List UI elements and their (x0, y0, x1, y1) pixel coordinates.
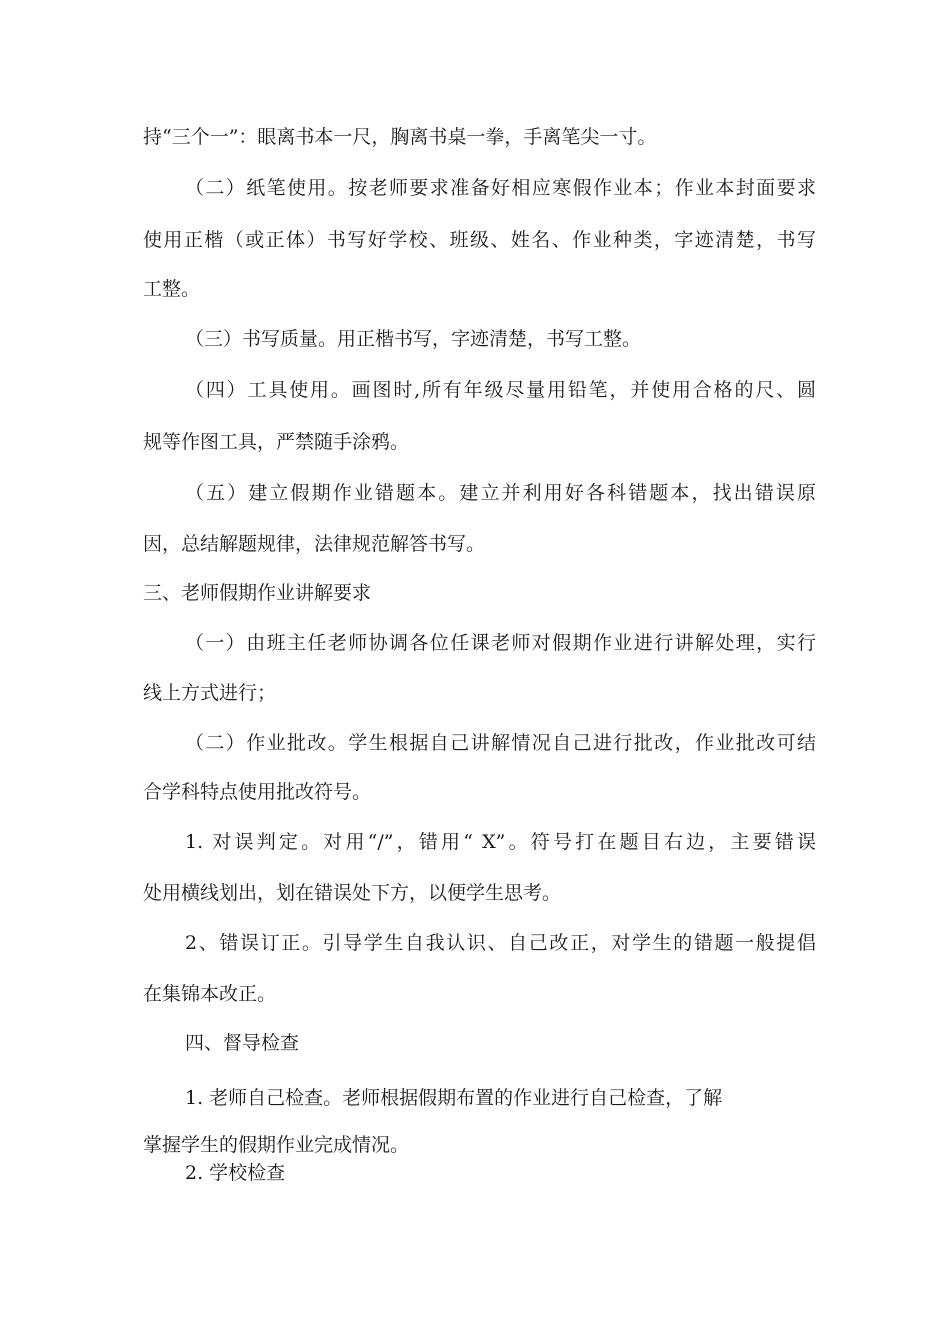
paragraph-line (0, 880, 950, 906)
line-text: （二）纸笔使用。按老师要求准备好相应寒假作业本；作业本封面要求 (185, 177, 816, 199)
paragraph-line (0, 930, 950, 956)
paragraph-line (0, 227, 950, 253)
line-text: 2. 学校检查 (185, 1162, 286, 1184)
line-text: 1. 对误判定。对用“/”，错用“ X”。符号打在题目右边，主要错误 (185, 831, 816, 853)
line-text: （五）建立假期作业错题本。建立并利用好各科错题本，找出错误原 (185, 482, 816, 504)
line-text: 2、错误订正。引导学生自我认识、自己改正，对学生的错题一般提倡 (185, 932, 816, 954)
line-text: （四）工具使用。画图时,所有年级尽量用铅笔，并使用合格的尺、圆 (185, 379, 816, 401)
paragraph-line (0, 730, 950, 756)
paragraph-line (0, 429, 950, 455)
line-text: 三、老师假期作业讲解要求 (143, 582, 372, 604)
line-text: 在集锦本改正。 (143, 983, 277, 1005)
paragraph-line (0, 680, 950, 706)
paragraph-line (0, 1160, 950, 1186)
paragraph-line (0, 175, 950, 201)
paragraph-line (0, 1085, 950, 1111)
line-text: （一）由班主任老师协调各位任课老师对假期作业进行讲解处理，实行 (185, 632, 816, 654)
paragraph-line (0, 124, 950, 150)
line-text: 处用横线划出，划在错误处下方，以便学生思考。 (143, 882, 562, 904)
paragraph-line (0, 981, 950, 1007)
line-text: 持“三个一”：眼离书本一尺，胸离书桌一拳，手离笔尖一寸。 (143, 126, 657, 148)
line-text: 工整。 (143, 278, 201, 300)
section-heading (0, 580, 950, 606)
line-text: 使用正楷（或正体）书写好学校、班级、姓名、作业种类，字迹清楚，书写 (143, 229, 816, 251)
paragraph-line (0, 480, 950, 506)
paragraph-line (0, 1132, 950, 1158)
line-text: 规等作图工具，严禁随手涂鸦。 (143, 431, 410, 453)
paragraph-line (0, 630, 950, 656)
line-text: 因，总结解题规律，法律规范解答书写。 (143, 533, 486, 555)
paragraph-line (0, 377, 950, 403)
paragraph-line (0, 779, 950, 805)
line-text: 合学科特点使用批改符号。 (143, 781, 372, 803)
section-heading (0, 1030, 950, 1056)
paragraph-line (0, 829, 950, 855)
line-text: 四、督导检查 (185, 1032, 300, 1054)
paragraph-line (0, 326, 950, 352)
paragraph-line (0, 276, 950, 302)
paragraph-line (0, 531, 950, 557)
line-text: 掌握学生的假期作业完成情况。 (143, 1134, 410, 1156)
line-text: 线上方式进行； (143, 682, 277, 704)
line-text: （三）书写质量。用正楷书写，字迹清楚，书写工整。 (185, 328, 642, 350)
line-text: （二）作业批改。学生根据自己讲解情况自己进行批改，作业批改可结 (185, 732, 816, 754)
line-text: 1. 老师自己检查。老师根据假期布置的作业进行自己检查，了解 (185, 1087, 723, 1109)
